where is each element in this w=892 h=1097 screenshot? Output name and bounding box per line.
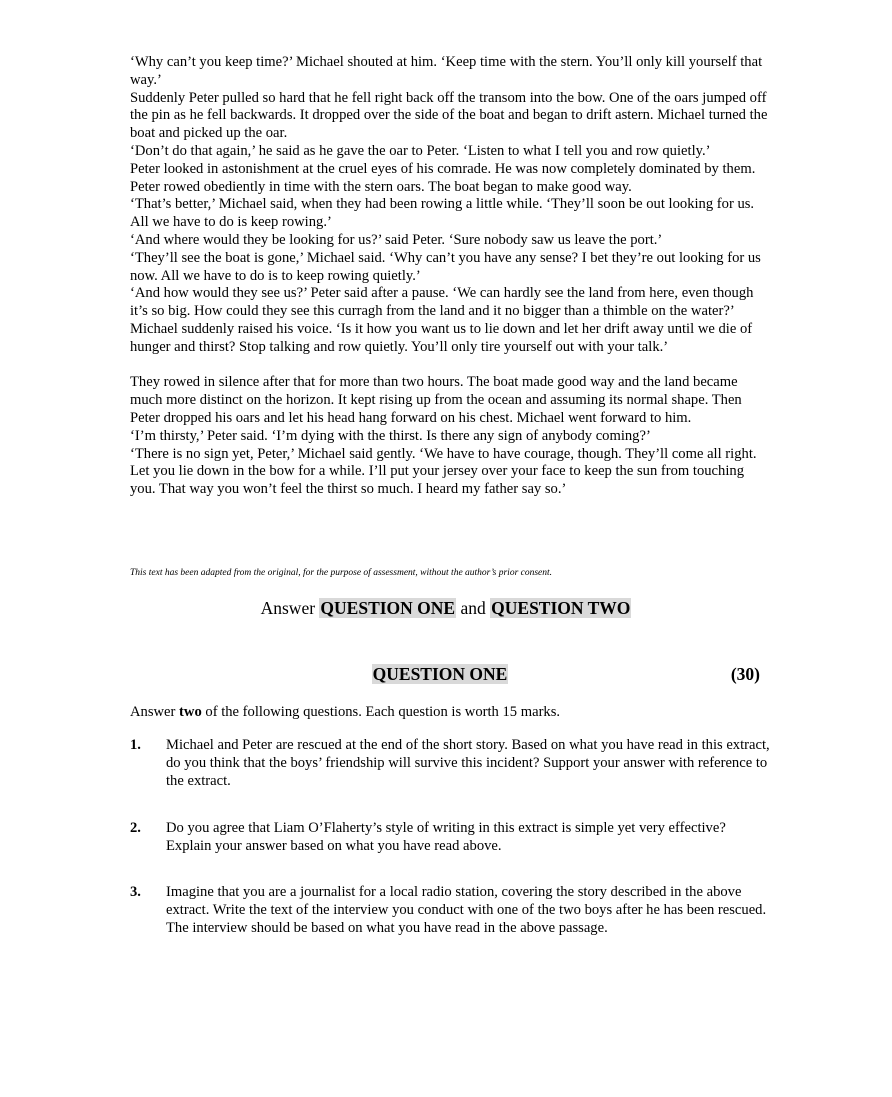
question-text: Imagine that you are a journalist for a local radio station, covering the story described in the above extract. Write the text of the interview you conduct with one of the two boys after he has been rescued. The interview should be based on what you have read in the above passage. — [166, 884, 767, 936]
passage-paragraph: ‘And how would they see us?’ Peter said after a pause. ‘We can hardly see the land from here, even though it’s so big. How could they see this curragh from the land and it no bigger than a thimble on the water?’ — [130, 285, 754, 320]
passage-paragraph: Peter rowed obediently in time with the stern oars. The boat began to make good way. — [130, 178, 632, 195]
instruction-text: Answer — [130, 704, 180, 720]
question-number: 3. — [130, 884, 141, 900]
passage-paragraph: ‘That’s better,’ Michael said, when they had been rowing a little while. ‘They’ll soon be out looking for us. All we have to do is keep rowing.’ — [130, 196, 755, 231]
question-one-marks: (30) — [730, 664, 760, 684]
question-item — [130, 820, 770, 856]
question-text: Michael and Peter are rescued at the end of the short story. Based on what you have read in this extract, do you think that the boys’ friendship will survive this incident? Support your answer with reference to the extract. — [166, 737, 770, 789]
question-item — [130, 737, 770, 790]
adaptation-note: This text has been adapted from the original, for the purpose of assessment, without the author’s prior consent. — [130, 568, 553, 578]
question-item — [130, 884, 770, 937]
story-extract — [130, 54, 770, 499]
answer-instruction — [0, 598, 892, 619]
answer-q2-highlight: QUESTION TWO — [491, 598, 631, 618]
question-one-title: QUESTION ONE — [372, 664, 508, 684]
passage-paragraph: Michael suddenly raised his voice. ‘Is it how you want us to lie down and let her drift away until we die of hunger and thirst? Stop talking and row quietly. You’ll only tire yourself out with your talk.’ — [130, 320, 753, 355]
passage-paragraph: They rowed in silence after that for more than two hours. The boat made good way and the land became much more distinct on the horizon. It kept rising up from the ocean and assuming its normal shape. Then Peter dropped his oars and let his head hang forward on his chest. Michael went forward to him. — [130, 374, 742, 426]
passage-paragraph: ‘There is no sign yet, Peter,’ Michael said gently. ‘We have to have courage, though. They’ll come all right. Let you lie down in the bow for a while. I’ll put your jersey over your face to keep the sun from touching you. That way you won’t feel the thirst so much. I heard my father say so.’ — [130, 445, 757, 498]
passage-paragraph: ‘I’m thirsty,’ Peter said. ‘I’m dying with the thirst. Is there any sign of anybody coming?’ — [130, 427, 651, 444]
instruction-text: of the following questions. Each question is worth 15 marks. — [201, 704, 561, 720]
question-number: 1. — [130, 737, 141, 753]
question-number: 2. — [130, 820, 141, 836]
passage-paragraph: ‘And where would they be looking for us?’ said Peter. ‘Sure nobody saw us leave the port.’ — [130, 231, 663, 248]
passage-paragraph: ‘Why can’t you keep time?’ Michael shouted at him. ‘Keep time with the stern. You’ll only kill yourself that way.’ — [130, 54, 763, 88]
passage-paragraph: ‘They’ll see the boat is gone,’ Michael said. ‘Why can’t you have any sense? I bet they’re out looking for us now. All we have to do is to keep rowing quietly.’ — [130, 249, 761, 284]
answer-middle: and — [456, 598, 491, 618]
question-one-instruction — [130, 704, 560, 721]
passage-paragraph: Peter looked in astonishment at the cruel eyes of his comrade. He was now completely dominated by them. — [130, 160, 756, 177]
answer-prefix: Answer — [260, 598, 320, 618]
passage-paragraph: Suddenly Peter pulled so hard that he fell right back off the transom into the bow. One of the oars jumped off the pin as he fell backwards. It dropped over the side of the boat and began to drift astern. Michael turned the boat and picked up the oar. — [130, 89, 768, 142]
passage-paragraph: ‘Don’t do that again,’ he said as he gave the oar to Peter. ‘Listen to what I tell you and row quietly.’ — [130, 142, 711, 159]
instruction-bold: two — [179, 704, 202, 720]
question-text: Do you agree that Liam O’Flaherty’s style of writing in this extract is simple yet very effective? Explain your answer based on what you have read above. — [166, 820, 726, 854]
answer-q1-highlight: QUESTION ONE — [320, 598, 456, 618]
